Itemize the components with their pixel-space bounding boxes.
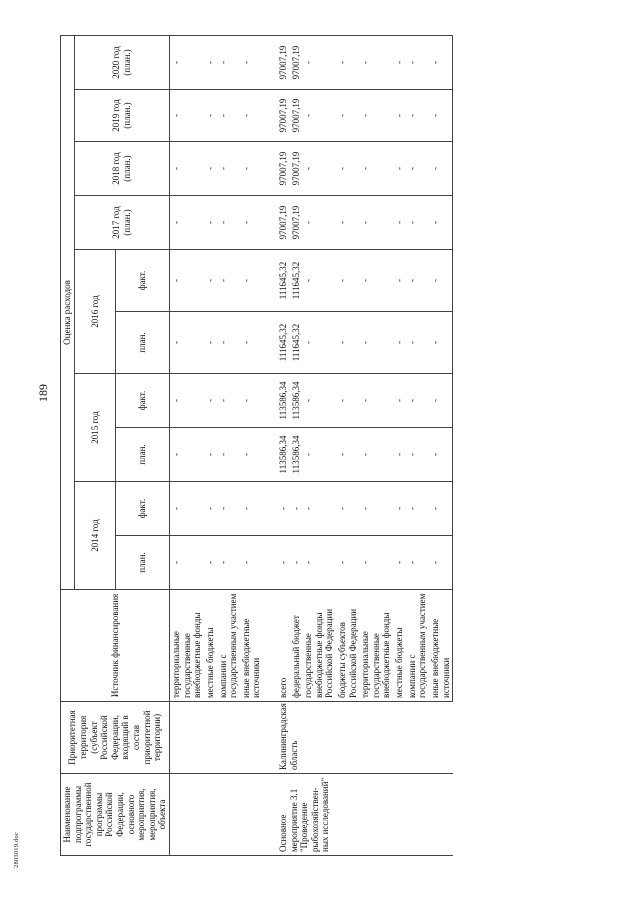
header-2016-plan: план. bbox=[116, 312, 170, 374]
source-cell: всего bbox=[277, 590, 290, 702]
value-cell: - bbox=[429, 482, 453, 536]
value-cell: - bbox=[302, 428, 336, 482]
value-cell: 113586,34 bbox=[277, 374, 290, 428]
value-cell: - bbox=[217, 196, 240, 250]
value-cell: - bbox=[429, 90, 453, 142]
value-cell: - bbox=[217, 312, 240, 374]
value-cell: - bbox=[406, 312, 429, 374]
value-cell: - bbox=[336, 312, 359, 374]
value-cell: - bbox=[302, 142, 336, 196]
value-cell: - bbox=[170, 428, 204, 482]
value-cell: - bbox=[240, 142, 263, 196]
source-cell: территориальные государственные внебюджетные фонды bbox=[170, 590, 204, 702]
value-cell: - bbox=[429, 250, 453, 312]
value-cell: - bbox=[204, 374, 217, 428]
source-cell: бюджеты субъектов Российской Федерации bbox=[336, 590, 359, 702]
table-row bbox=[277, 36, 290, 856]
table-row bbox=[170, 36, 204, 856]
value-cell: - bbox=[393, 374, 406, 428]
table-row bbox=[204, 36, 217, 856]
value-cell: - bbox=[170, 536, 204, 590]
source-cell: иные внебюджетные источники bbox=[240, 590, 263, 702]
value-cell: - bbox=[393, 536, 406, 590]
value-cell: 97007,19 bbox=[277, 36, 290, 90]
value-cell: - bbox=[170, 312, 204, 374]
value-cell: 97007,19 bbox=[290, 36, 303, 90]
value-cell: - bbox=[393, 428, 406, 482]
value-cell: - bbox=[406, 250, 429, 312]
table-row bbox=[240, 36, 263, 856]
value-cell: 111645,32 bbox=[290, 250, 303, 312]
value-cell: - bbox=[170, 36, 204, 90]
value-cell: - bbox=[170, 90, 204, 142]
value-cell: 97007,19 bbox=[277, 142, 290, 196]
value-cell: 111645,32 bbox=[277, 250, 290, 312]
header-territory: Приоритетная территория (субъект Российской Федерации, входящий в состав приоритетной территории) bbox=[61, 702, 170, 774]
value-cell: - bbox=[359, 482, 393, 536]
value-cell: - bbox=[429, 428, 453, 482]
source-cell: иные внебюджетные источники bbox=[429, 590, 453, 702]
header-2014-fact: факт. bbox=[116, 482, 170, 536]
value-cell: 113586,34 bbox=[277, 428, 290, 482]
header-name: Наименование подпрограммы государственной программы Российской Федерации, основного мероприятия, мероприятия, объекта bbox=[61, 774, 170, 856]
value-cell: - bbox=[204, 36, 217, 90]
budget-table bbox=[60, 35, 453, 856]
value-cell: - bbox=[393, 312, 406, 374]
value-cell: - bbox=[429, 196, 453, 250]
value-cell: - bbox=[204, 312, 217, 374]
value-cell: - bbox=[336, 536, 359, 590]
value-cell: - bbox=[290, 482, 303, 536]
value-cell: - bbox=[240, 428, 263, 482]
value-cell: - bbox=[204, 90, 217, 142]
value-cell: - bbox=[290, 536, 303, 590]
value-cell: - bbox=[393, 482, 406, 536]
value-cell: - bbox=[406, 536, 429, 590]
header-2016-fact: факт. bbox=[116, 250, 170, 312]
value-cell: 97007,19 bbox=[277, 196, 290, 250]
value-cell: - bbox=[393, 142, 406, 196]
value-cell: - bbox=[429, 536, 453, 590]
value-cell: - bbox=[336, 36, 359, 90]
value-cell: - bbox=[429, 312, 453, 374]
value-cell: - bbox=[170, 250, 204, 312]
value-cell: - bbox=[359, 90, 393, 142]
value-cell: - bbox=[302, 482, 336, 536]
value-cell: 97007,19 bbox=[290, 142, 303, 196]
header-2015-fact: факт. bbox=[116, 374, 170, 428]
header-2016: 2016 год bbox=[74, 250, 115, 374]
value-cell: - bbox=[406, 142, 429, 196]
value-cell: - bbox=[336, 428, 359, 482]
header-2020: 2020 год (план.) bbox=[74, 36, 169, 90]
value-cell: 111645,32 bbox=[290, 312, 303, 374]
value-cell: - bbox=[204, 428, 217, 482]
value-cell: - bbox=[217, 428, 240, 482]
value-cell: - bbox=[302, 312, 336, 374]
value-cell: - bbox=[406, 374, 429, 428]
value-cell: 113586,34 bbox=[290, 428, 303, 482]
value-cell: - bbox=[217, 36, 240, 90]
header-2018: 2018 год (план.) bbox=[74, 142, 169, 196]
value-cell: - bbox=[336, 196, 359, 250]
value-cell: - bbox=[170, 142, 204, 196]
value-cell: - bbox=[359, 374, 393, 428]
value-cell: - bbox=[240, 90, 263, 142]
budget-table-sheet bbox=[60, 36, 600, 856]
value-cell: - bbox=[240, 536, 263, 590]
value-cell: - bbox=[406, 90, 429, 142]
value-cell: - bbox=[393, 250, 406, 312]
event-name: Основное мероприятие 3.1 "Проведение рыбохозяйствен-ных исследований" bbox=[277, 774, 453, 856]
value-cell: - bbox=[336, 374, 359, 428]
value-cell: - bbox=[359, 428, 393, 482]
value-cell: - bbox=[217, 90, 240, 142]
value-cell: - bbox=[170, 482, 204, 536]
value-cell: - bbox=[359, 250, 393, 312]
source-cell: местные бюджеты bbox=[393, 590, 406, 702]
value-cell: - bbox=[359, 196, 393, 250]
value-cell: - bbox=[429, 36, 453, 90]
header-source: Источник финансирования bbox=[61, 590, 170, 702]
value-cell: - bbox=[336, 142, 359, 196]
value-cell: 97007,19 bbox=[277, 90, 290, 142]
value-cell: - bbox=[204, 482, 217, 536]
value-cell: - bbox=[170, 374, 204, 428]
value-cell: - bbox=[393, 36, 406, 90]
header-2014: 2014 год bbox=[74, 482, 115, 590]
value-cell: - bbox=[217, 374, 240, 428]
value-cell: - bbox=[170, 196, 204, 250]
value-cell: - bbox=[359, 312, 393, 374]
source-cell: государственные внебюджетные фонды Российской Федерации bbox=[302, 590, 336, 702]
value-cell: - bbox=[359, 142, 393, 196]
header-2017: 2017 год (план.) bbox=[74, 196, 169, 250]
header-estimate: Оценка расходов bbox=[61, 36, 75, 590]
value-cell: - bbox=[217, 250, 240, 312]
value-cell: - bbox=[393, 90, 406, 142]
value-cell: - bbox=[302, 536, 336, 590]
value-cell: - bbox=[302, 374, 336, 428]
header-2014-plan: план. bbox=[116, 536, 170, 590]
value-cell: - bbox=[429, 142, 453, 196]
table-header bbox=[61, 36, 170, 856]
table-row bbox=[217, 36, 240, 856]
value-cell: - bbox=[277, 482, 290, 536]
table-body bbox=[170, 36, 453, 856]
value-cell: - bbox=[240, 312, 263, 374]
header-2015: 2015 год bbox=[74, 374, 115, 482]
value-cell: - bbox=[336, 250, 359, 312]
page-number: 189 bbox=[36, 384, 50, 402]
spacer-row bbox=[263, 36, 277, 856]
header-2019: 2019 год (план.) bbox=[74, 90, 169, 142]
value-cell: - bbox=[240, 374, 263, 428]
value-cell: - bbox=[302, 90, 336, 142]
value-cell: - bbox=[406, 36, 429, 90]
value-cell: - bbox=[359, 536, 393, 590]
value-cell: - bbox=[429, 374, 453, 428]
value-cell: - bbox=[302, 250, 336, 312]
value-cell: - bbox=[393, 196, 406, 250]
value-cell: - bbox=[240, 36, 263, 90]
source-cell: федеральный бюджет bbox=[290, 590, 303, 702]
source-cell: местные бюджеты bbox=[204, 590, 217, 702]
value-cell: - bbox=[217, 536, 240, 590]
source-cell: компании с государственным участием bbox=[406, 590, 429, 702]
value-cell: - bbox=[204, 142, 217, 196]
source-cell: территориальные государственные внебюджетные фонды bbox=[359, 590, 393, 702]
value-cell: - bbox=[217, 142, 240, 196]
value-cell: - bbox=[217, 482, 240, 536]
value-cell: - bbox=[336, 482, 359, 536]
value-cell: - bbox=[240, 196, 263, 250]
value-cell: - bbox=[359, 36, 393, 90]
value-cell: - bbox=[240, 250, 263, 312]
value-cell: 111645,32 bbox=[277, 312, 290, 374]
event-territory: Калининградская область bbox=[277, 702, 453, 774]
value-cell: 97007,19 bbox=[290, 90, 303, 142]
value-cell: - bbox=[406, 428, 429, 482]
value-cell: - bbox=[302, 36, 336, 90]
value-cell: - bbox=[277, 536, 290, 590]
source-cell: компании с государственным участием bbox=[217, 590, 240, 702]
value-cell: - bbox=[406, 482, 429, 536]
value-cell: - bbox=[406, 196, 429, 250]
value-cell: - bbox=[204, 250, 217, 312]
header-2015-plan: план. bbox=[116, 428, 170, 482]
footer-filename: 2803019.doc bbox=[13, 832, 20, 868]
value-cell: - bbox=[240, 482, 263, 536]
value-cell: - bbox=[204, 536, 217, 590]
value-cell: - bbox=[204, 196, 217, 250]
value-cell: 97007,19 bbox=[290, 196, 303, 250]
value-cell: - bbox=[302, 196, 336, 250]
value-cell: - bbox=[336, 90, 359, 142]
value-cell: 113586,34 bbox=[290, 374, 303, 428]
